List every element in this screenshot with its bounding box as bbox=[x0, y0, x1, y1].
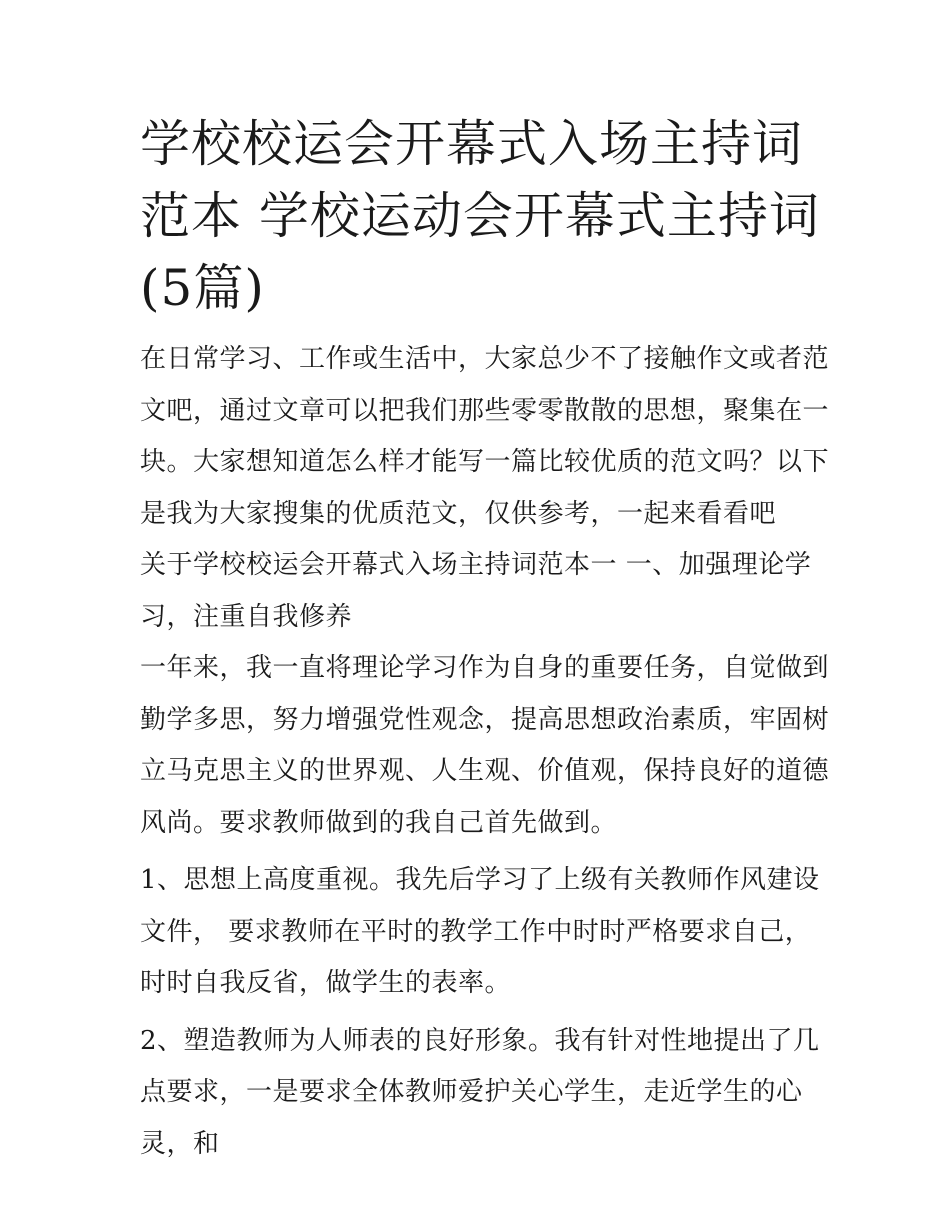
numbered-paragraph-1: 1、思想上高度重视。我先后学习了上级有关教师作风建设文件， 要求教师在平时的教学工作中时时严格要求自己，时时自我反省，做学生的表率。 bbox=[140, 865, 820, 998]
intro-paragraph: 在日常学习、工作或生活中，大家总少不了接触作文或者范文吧，通过文章可以把我们那些零零散散的思想，聚集在一块。大家想知道怎么样才能写一篇比较优质的范文吗？以下是我为大家搜集的优质范文，仅供参考，一起来看看吧 bbox=[140, 344, 830, 529]
document-body bbox=[140, 108, 830, 1170]
body-paragraph: 一年来，我一直将理论学习作为自身的重要任务，自觉做到勤学多思，努力增强党性观念，提高思想政治素质，牢固树立马克思主义的世界观、人生观、价值观，保持良好的道德风尚。要求教师做到的我自己首先做到。 bbox=[140, 653, 830, 838]
section-heading-paragraph: 关于学校校运会开幕式入场主持词范本一 一、加强理论学习，注重自我修养 bbox=[140, 550, 812, 632]
document-title: 学校校运会开幕式入场主持词范本 学校运动会开幕式主持词(5篇) bbox=[140, 115, 820, 317]
numbered-paragraph-2: 2、塑造教师为人师表的良好形象。我有针对性地提出了几点要求，一是要求全体教师爱护关心学生，走近学生的心灵，和 bbox=[140, 1025, 820, 1159]
